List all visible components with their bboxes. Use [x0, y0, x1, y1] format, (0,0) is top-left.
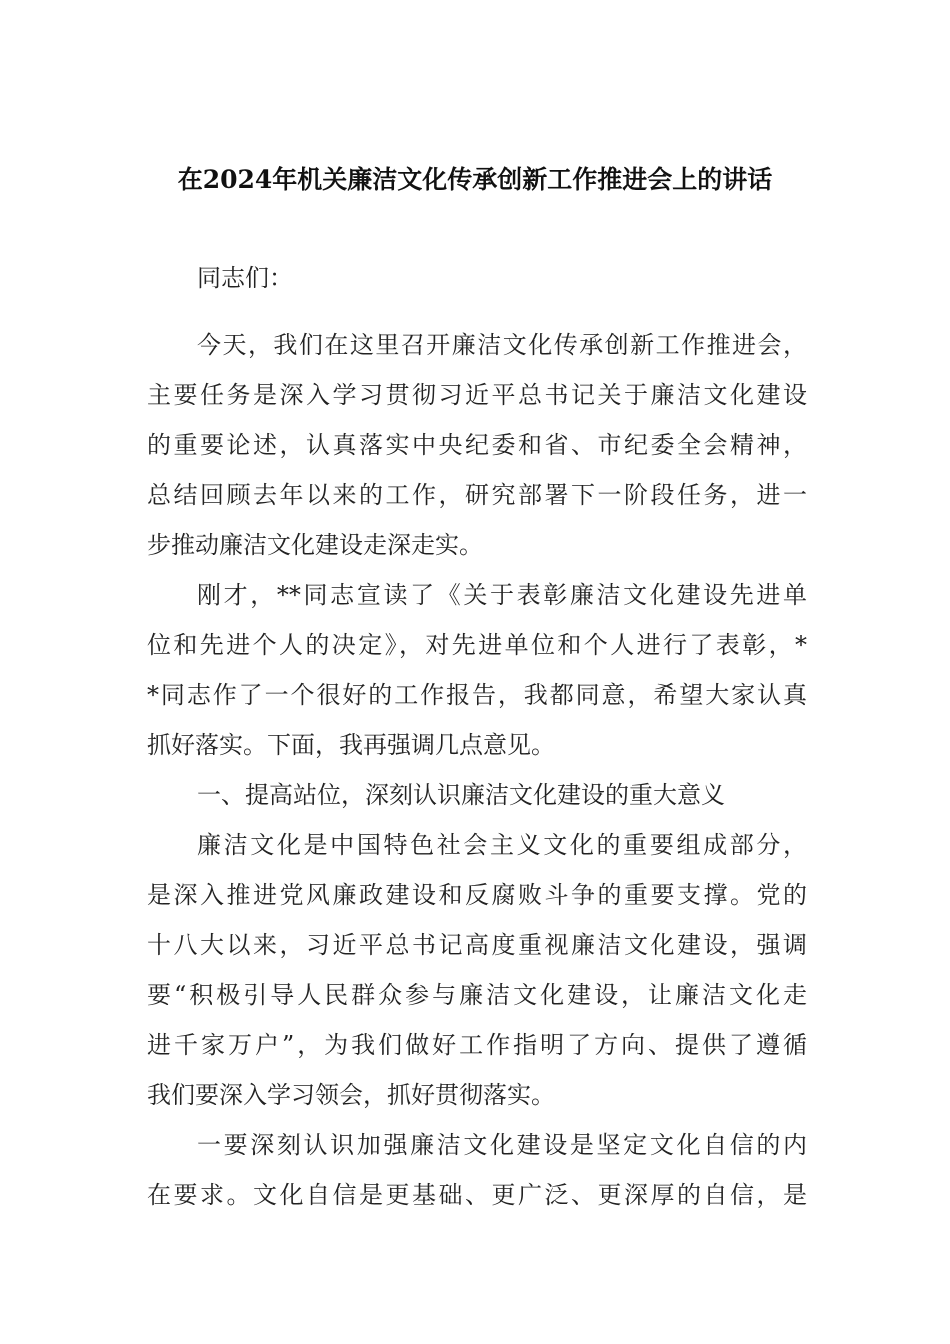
paragraph-line: 总结回顾去年以来的工作，研究部署下一阶段任务，进一	[147, 481, 807, 509]
paragraph-line: 是深入推进党风廉政建设和反腐败斗争的重要支撑。党的	[147, 881, 807, 909]
paragraph-line: 抓好落实。下面，我再强调几点意见。	[147, 731, 555, 759]
paragraph-line: 位和先进个人的决定》，对先进单位和个人进行了表彰，*	[147, 631, 807, 659]
paragraph-line: 一要深刻认识加强廉洁文化建设是坚定文化自信的内	[197, 1131, 807, 1159]
section-heading: 一、提高站位，深刻认识廉洁文化建设的重大意义	[197, 781, 725, 809]
paragraph-line: 的重要论述，认真落实中央纪委和省、市纪委全会精神，	[147, 431, 807, 459]
paragraph-line: 步推动廉洁文化建设走深走实。	[147, 531, 483, 559]
greeting-line: 同志们：	[197, 264, 293, 292]
paragraph-line: 今天，我们在这里召开廉洁文化传承创新工作推进会，	[197, 331, 807, 359]
paragraph-line: 进千家万户”，为我们做好工作指明了方向、提供了遵循	[147, 1031, 807, 1059]
document-title: 在2024年机关廉洁文化传承创新工作推进会上的讲话	[177, 165, 773, 194]
paragraph-line: 要“积极引导人民群众参与廉洁文化建设，让廉洁文化走	[147, 981, 807, 1009]
paragraph-line: 在要求。文化自信是更基础、更广泛、更深厚的自信，是	[147, 1181, 807, 1209]
paragraph-line: 主要任务是深入学习贯彻习近平总书记关于廉洁文化建设	[147, 381, 807, 409]
paragraph-line: 十八大以来，习近平总书记高度重视廉洁文化建设，强调	[147, 931, 807, 959]
paragraph-line: 廉洁文化是中国特色社会主义文化的重要组成部分，	[197, 831, 807, 859]
paragraph-line: 刚才，**同志宣读了《关于表彰廉洁文化建设先进单	[197, 581, 807, 609]
paragraph-line: 我们要深入学习领会，抓好贯彻落实。	[147, 1081, 555, 1109]
paragraph-line: *同志作了一个很好的工作报告，我都同意，希望大家认真	[147, 681, 807, 709]
